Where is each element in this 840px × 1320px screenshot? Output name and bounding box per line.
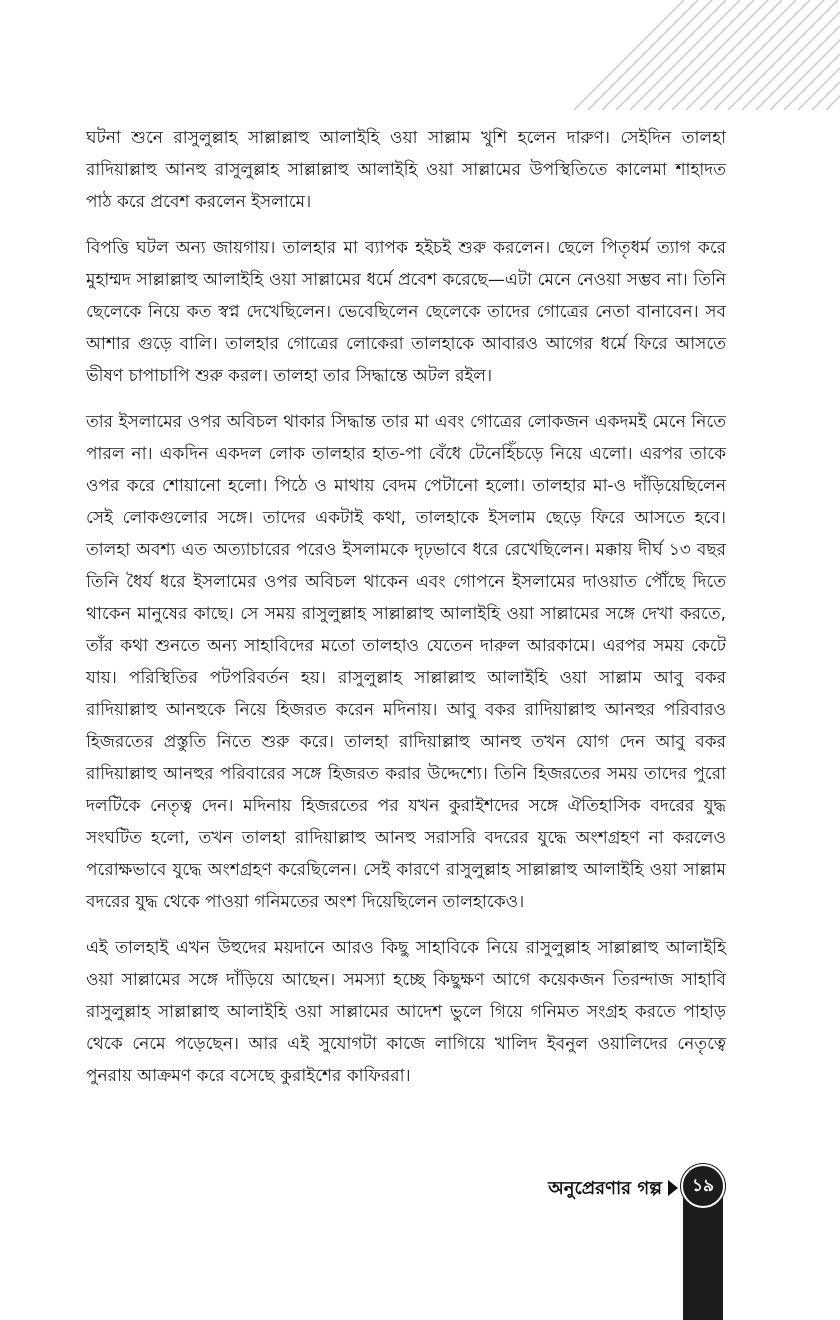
corner-hatch-decoration	[460, 0, 840, 110]
paragraph-3: তার ইসলামের ওপর অবিচল থাকার সিদ্ধান্ত তার মা এবং গোত্রের লোকজন একদমই মেনে নিতে পারল না। একদিন একদল লোক তালহার হাত-পা বেঁধে টেনেহিঁচড়ে নিয়ে এলো। এরপর তাকে ওপর করে শোয়ানো হলো। পিঠে ও মাথায় বেদম পেটানো হলো। তালহার মা-ও দাঁড়িয়েছিলেন সেই লোকগুলোর সঙ্গে। তাদের একটাই কথা, তালহাকে ইসলাম ছেড়ে ফিরে আসতে হবে। তালহা অবশ্য এত অত্যাচারের পরেও ইসলামকে দৃঢ়ভাবে ধরে রেখেছিলেন। মক্কায় দীর্ঘ ১৩ বছর তিনি ধৈর্য ধরে ইসলামের ওপর অবিচল থাকেন এবং গোপনে ইসলামের দাওয়াত পৌঁছে দিতে থাকেন মানুষের কাছে। সে সময় রাসুলুল্লাহ সাল্লাল্লাহু আলাইহি ওয়া সাল্লামের সঙ্গে দেখা করতে, তাঁর কথা শুনতে অন্য সাহাবিদের মতো তালহাও যেতেন দারুল আরকামে। এরপর সময় কেটে যায়। পরিস্থিতির পটপরিবর্তন হয়। রাসুলুল্লাহ সাল্লাল্লাহু আলাইহি ওয়া সাল্লাম আবু বকর রাদিয়াল্লাহু আনহুকে নিয়ে হিজরত করেন মদিনায়। আবু বকর রাদিয়াল্লাহু আনহুর পরিবারও হিজরতের প্রস্তুতি নিতে শুরু করে। তালহা রাদিয়াল্লাহু আনহু তখন যোগ দেন আবু বকর রাদিয়াল্লাহু আনহুর পরিবারের সঙ্গে হিজরত করার উদ্দেশ্যে। তিনি হিজরতের সময় তাদের পুরো দলটিকে নেতৃত্ব দেন। মদিনায় হিজরতের পর যখন কুরাইশদের সঙ্গে ঐতিহাসিক বদরের যুদ্ধ সংঘটিত হলো, তখন তালহা রাদিয়াল্লাহু আনহু সরাসরি বদরের যুদ্ধে অংশগ্রহণ না করলেও পরোক্ষভাবে যুদ্ধে অংশগ্রহণ করেছিলেন। সেই কারণে রাসুলুল্লাহ সাল্লাল্লাহু আলাইহি ওয়া সাল্লাম বদরের যুদ্ধ থেকে পাওয়া গনিমতের অংশ দিয়েছিলেন তালহাকেও।	[86, 412, 726, 912]
paragraph-2: বিপত্তি ঘটল অন্য জায়গায়। তালহার মা ব্যাপক হইচই শুরু করলেন। ছেলে পিতৃধর্ম ত্যাগ করে মুহাম্মদ সাল্লাল্লাহু আলাইহি ওয়া সাল্লামের ধর্মে প্রবেশ করেছে—এটা মেনে নেওয়া সম্ভব না। তিনি ছেলেকে নিয়ে কত স্বপ্ন দেখেছিলেন। ভেবেছিলেন ছেলেকে তাদের গোত্রের নেতা বানাবেন। সব আশার গুড়ে বালি। তালহার গোত্রের লোকেরা তালহাকে আবারও আগের ধর্মে ফিরে আসতে ভীষণ চাপাচাপি শুরু করল। তালহা তার সিদ্ধান্তে অটল রইল।	[86, 238, 726, 386]
paragraph-4: এই তালহাই এখন উহুদের ময়দানে আরও কিছু সাহাবিকে নিয়ে রাসুলুল্লাহ সাল্লাল্লাহু আলাইহি ওয়া সাল্লামের সঙ্গে দাঁড়িয়ে আছেন। সমস্যা হচ্ছে কিছুক্ষণ আগে কয়েকজন তিরন্দাজ সাহাবি রাসুলুল্লাহ সাল্লাল্লাহু আলাইহি ওয়া সাল্লামের আদেশ ভুলে গিয়ে গনিমত সংগ্রহ করতে পাহাড় থেকে নেমে পড়েছেন। আর এই সুযোগটা কাজে লাগিয়ে খালিদ ইবনুল ওয়ালিদের নেতৃত্বে পুনরায় আক্রমণ করে বসেছে কুরাইশের কাফিররা।	[86, 938, 726, 1086]
paragraph-1: ঘটনা শুনে রাসুলুল্লাহ সাল্লাল্লাহু আলাইহি ওয়া সাল্লাম খুশি হলেন দারুণ। সেইদিন তালহা রাদিয়াল্লাহু আনহু রাসুলুল্লাহ সাল্লাল্লাহু আলাইহি ওয়া সাল্লামের উপস্থিতিতে কালেমা শাহাদত পাঠ করে প্রবেশ করলেন ইসলামে।	[86, 128, 726, 212]
page-number: ১৯	[681, 1164, 725, 1208]
book-title: অনুপ্রেরণার গল্প	[548, 1178, 662, 1199]
body-text	[86, 122, 726, 1106]
triangle-right-icon	[668, 1180, 678, 1196]
